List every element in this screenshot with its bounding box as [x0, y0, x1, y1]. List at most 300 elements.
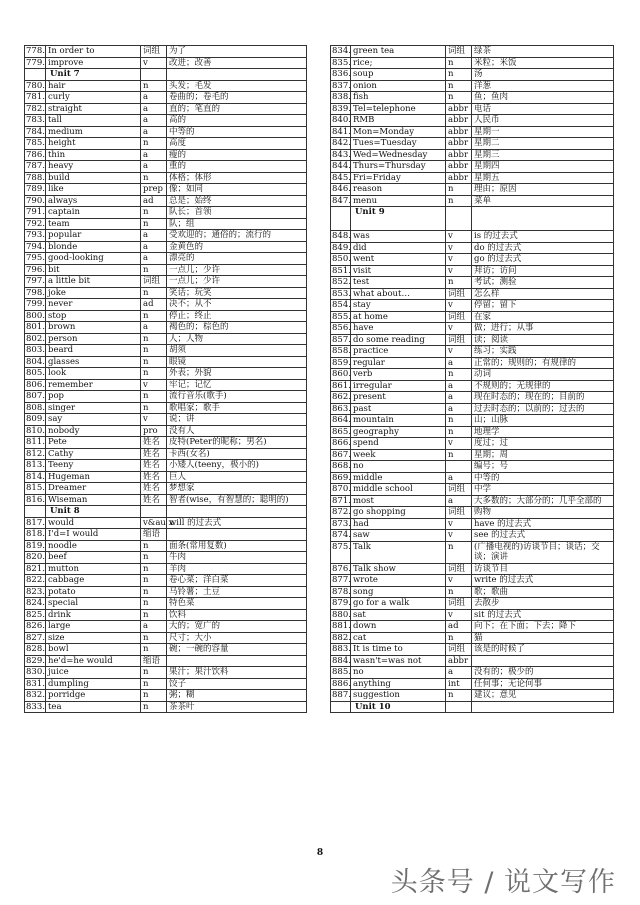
entry-part-of-speech: pro [141, 425, 167, 437]
entry-number: 822. [26, 575, 45, 585]
entry-meaning: 队长；首领 [167, 207, 307, 219]
vocab-table-right [330, 45, 614, 713]
entry-number: 780. [26, 80, 45, 91]
vocab-row [331, 161, 614, 173]
entry-number: 839. [332, 103, 351, 114]
entry-meaning: 卷曲的；卷毛的 [167, 92, 307, 104]
entry-part-of-speech: abbr [446, 149, 472, 161]
entry-meaning: 卷心菜；洋白菜 [167, 575, 307, 587]
entry-meaning: 过去时态的；以前的；过去的 [472, 403, 614, 415]
entry-part-of-speech: v [446, 518, 472, 530]
unit-header-row [25, 69, 307, 81]
entry-meaning: 度过；过 [472, 438, 614, 450]
vocab-row [331, 563, 614, 575]
entry-meaning: 现在时态的；现在的；目前的 [472, 392, 614, 404]
vocab-row [331, 57, 614, 69]
entry-part-of-speech: v [446, 242, 472, 254]
entry-word: heavy [46, 161, 141, 173]
entry-meaning: 小矮人(teeny，极小的) [167, 460, 307, 472]
entry-meaning: 笑话；玩笑 [167, 287, 307, 299]
entry-meaning: 星期二 [472, 138, 614, 150]
entry-number: 789. [26, 184, 45, 194]
entry-number: 820. [26, 552, 45, 562]
entry-part-of-speech: a [141, 92, 167, 104]
entry-number: 813. [26, 460, 45, 470]
vocab-row [331, 254, 614, 266]
entry-number: 855. [332, 311, 351, 322]
entry-number: 827. [26, 632, 45, 643]
vocab-row [331, 242, 614, 254]
entry-meaning: 饮料 [167, 609, 307, 621]
vocab-row [331, 667, 614, 679]
entry-meaning: 星期三 [472, 149, 614, 161]
entry-number: 880. [332, 609, 351, 620]
entry-meaning: see 的过去式 [472, 530, 614, 542]
entry-word: Teeny [46, 460, 141, 472]
entry-word: I'd=I would [46, 529, 141, 541]
entry-part-of-speech: a [141, 126, 167, 138]
entry-number: 804. [26, 356, 45, 367]
vocab-row [331, 69, 614, 81]
entry-part-of-speech: a [446, 472, 472, 484]
vocab-row [25, 701, 307, 713]
entry-word: tea [46, 701, 141, 713]
entry-number: 856. [332, 323, 351, 333]
vocab-row [25, 494, 307, 506]
vocab-row [25, 172, 307, 184]
vocab-row [331, 655, 614, 667]
entry-part-of-speech: 词组 [446, 311, 472, 323]
entry-word: regular [351, 357, 446, 369]
entry-meaning: 该是的时候了 [472, 644, 614, 656]
entry-part-of-speech: abbr [446, 172, 472, 184]
entry-number: 797. [26, 276, 45, 286]
entry-meaning: 中等的 [167, 126, 307, 138]
entry-word: build [46, 172, 141, 184]
vocab-row [25, 46, 307, 58]
entry-word: like [46, 184, 141, 196]
entry-part-of-speech: int [446, 678, 472, 690]
entry-meaning: 一点儿；少许 [167, 264, 307, 276]
entry-number: 783. [26, 115, 45, 125]
entry-number: 862. [332, 392, 351, 402]
entry-word: had [351, 518, 446, 530]
entry-meaning: 歌唱家；歌手 [167, 402, 307, 414]
entry-word: practice [351, 346, 446, 358]
entry-number: 834. [332, 46, 351, 56]
entry-meaning: sit 的过去式 [472, 609, 614, 621]
entry-word: Talk show [351, 563, 446, 575]
entry-number: 785. [26, 138, 45, 148]
entry-number: 838. [332, 92, 351, 102]
entry-word: juice [46, 667, 141, 679]
vocab-row [25, 621, 307, 633]
entry-part-of-speech: 词组 [446, 288, 472, 300]
entry-number: 790. [26, 195, 45, 206]
entry-meaning: 梦想家 [167, 483, 307, 495]
vocab-row [25, 586, 307, 598]
entry-part-of-speech: n [141, 552, 167, 564]
entry-part-of-speech: n [141, 138, 167, 150]
entry-number: 796. [26, 264, 45, 275]
entry-word: RMB [351, 115, 446, 127]
entry-meaning: 流行音乐(歌手) [167, 391, 307, 403]
entry-word: soup [351, 69, 446, 81]
entry-word: bit [46, 264, 141, 276]
entry-word: most [351, 495, 446, 507]
entry-meaning: 皮特(Peter的昵称；男名) [167, 437, 307, 449]
entry-meaning: 卡西(女名) [167, 448, 307, 460]
entry-word: wasn't=was not [351, 655, 446, 667]
entry-part-of-speech: n [446, 277, 472, 289]
entry-part-of-speech: 姓名 [141, 471, 167, 483]
vocab-row [25, 287, 307, 299]
entry-part-of-speech: a [141, 149, 167, 161]
unit-label: Unit 9 [351, 207, 446, 231]
entry-number: 853. [332, 288, 351, 299]
vocab-row [25, 195, 307, 207]
entry-meaning: 做；进行；从事 [472, 323, 614, 335]
entry-number: 833. [26, 701, 45, 712]
entry-word: Wiseman [46, 494, 141, 506]
entry-word: stop [46, 310, 141, 322]
entry-number: 823. [26, 586, 45, 597]
vocab-row [25, 678, 307, 690]
entry-number: 818. [26, 529, 45, 539]
entry-part-of-speech: prep [141, 184, 167, 196]
entry-word: cat [351, 632, 446, 644]
entry-number: 786. [26, 149, 45, 160]
entry-number: 778. [26, 46, 45, 56]
entry-word: Talk [351, 541, 446, 563]
entry-number: 848. [332, 231, 351, 241]
entry-word: singer [46, 402, 141, 414]
vocab-row [331, 678, 614, 690]
entry-meaning: 大的；宽广的 [167, 621, 307, 633]
vocab-row [331, 621, 614, 633]
entry-word: always [46, 195, 141, 207]
entry-number: 868. [332, 461, 351, 471]
entry-meaning [472, 655, 614, 667]
entry-part-of-speech: v [446, 254, 472, 266]
vocab-row [331, 472, 614, 484]
vocab-row [25, 609, 307, 621]
entry-number: 836. [332, 69, 351, 79]
vocab-row [331, 172, 614, 184]
entry-meaning: 不规则的；无规律的 [472, 380, 614, 392]
entry-part-of-speech: n [141, 391, 167, 403]
entry-meaning: 果汁；果汁饮料 [167, 667, 307, 679]
vocab-row [331, 334, 614, 346]
entry-meaning: 建议；意见 [472, 690, 614, 702]
vocab-row [331, 461, 614, 473]
entry-part-of-speech: n [446, 632, 472, 644]
entry-word: menu [351, 195, 446, 207]
vocab-row [25, 368, 307, 380]
entry-part-of-speech: 词组 [446, 644, 472, 656]
vocab-row [331, 644, 614, 656]
entry-meaning: 尺寸；大小 [167, 632, 307, 644]
entry-number: 876. [332, 563, 351, 574]
vocab-row [331, 346, 614, 358]
vocab-row [331, 323, 614, 335]
vocab-row [331, 632, 614, 644]
entry-word: verb [351, 369, 446, 381]
entry-meaning: 中学 [472, 484, 614, 496]
entry-number: 816. [26, 494, 45, 505]
entry-part-of-speech: 缩语 [141, 655, 167, 667]
entry-number: 809. [26, 414, 45, 424]
entry-number: 821. [26, 563, 45, 574]
entry-number: 850. [332, 254, 351, 264]
entry-word: person [46, 333, 141, 345]
entry-number: 843. [332, 149, 351, 160]
vocab-row [25, 80, 307, 92]
entry-word: It is time to [351, 644, 446, 656]
entry-number: 870. [332, 484, 351, 494]
unit-label: Unit 8 [46, 506, 141, 518]
entry-meaning: 队；组 [167, 218, 307, 230]
entry-number: 812. [26, 448, 45, 459]
entry-meaning: 猫 [472, 632, 614, 644]
entry-meaning: 眼镜 [167, 356, 307, 368]
entry-part-of-speech: n [446, 426, 472, 438]
entry-word: straight [46, 103, 141, 115]
entry-meaning: 胡须 [167, 345, 307, 357]
vocab-row [331, 300, 614, 312]
vocab-row [331, 392, 614, 404]
entry-word: popular [46, 230, 141, 242]
entry-number: 837. [332, 80, 351, 91]
entry-meaning: 访谈节目 [472, 563, 614, 575]
entry-word: geography [351, 426, 446, 438]
unit-pos-cell [446, 701, 472, 713]
vocab-row [331, 195, 614, 207]
entry-meaning: 巨人 [167, 471, 307, 483]
entry-part-of-speech: n [446, 195, 472, 207]
entry-word: captain [46, 207, 141, 219]
vocab-row [25, 632, 307, 644]
entry-meaning: 人民币 [472, 115, 614, 127]
entry-meaning: 理由；原因 [472, 184, 614, 196]
page-number: 8 [316, 848, 324, 858]
entry-part-of-speech: abbr [446, 138, 472, 150]
entry-meaning: 星期五 [472, 172, 614, 184]
unit-label: Unit 10 [351, 701, 446, 713]
entry-meaning: 动词 [472, 369, 614, 381]
entry-word: Pete [46, 437, 141, 449]
entry-part-of-speech: n [446, 57, 472, 69]
entry-number: 799. [26, 299, 45, 309]
entry-meaning [167, 529, 307, 541]
entry-part-of-speech: a [141, 115, 167, 127]
vocab-row [331, 184, 614, 196]
entry-word: potato [46, 586, 141, 598]
vocab-row [25, 230, 307, 242]
entry-meaning: 任何事；无论何事 [472, 678, 614, 690]
entry-meaning: 练习；实践 [472, 346, 614, 358]
vocab-row [25, 552, 307, 564]
entry-part-of-speech: n [141, 598, 167, 610]
entry-meaning: 没有人 [167, 425, 307, 437]
entry-meaning: 体格；体形 [167, 172, 307, 184]
entry-meaning: 面条(常用复数) [167, 540, 307, 552]
entry-meaning: 说；讲 [167, 414, 307, 426]
entry-word: mountain [351, 415, 446, 427]
entry-word: blonde [46, 241, 141, 253]
entry-number: 857. [332, 334, 351, 345]
entry-word: irregular [351, 380, 446, 392]
vocab-row [25, 264, 307, 276]
vocab-row [25, 655, 307, 667]
entry-number: 787. [26, 161, 45, 171]
unit-meaning-cell [472, 701, 614, 713]
entry-number: 826. [26, 621, 45, 631]
entry-part-of-speech: 姓名 [141, 437, 167, 449]
vocab-row [25, 575, 307, 587]
vocab-row [331, 449, 614, 461]
entry-number: 873. [332, 518, 351, 529]
entry-number: 792. [26, 218, 45, 229]
entry-part-of-speech: n [141, 333, 167, 345]
vocab-row [25, 161, 307, 173]
entry-part-of-speech: 姓名 [141, 448, 167, 460]
entry-part-of-speech: 词组 [446, 484, 472, 496]
entry-word: never [46, 299, 141, 311]
vocab-row [331, 288, 614, 300]
vocab-row [331, 518, 614, 530]
vocab-row [25, 218, 307, 230]
entry-word: green tea [351, 46, 446, 58]
entry-word: middle school [351, 484, 446, 496]
entry-part-of-speech: n [141, 264, 167, 276]
entry-meaning: 中等的 [472, 472, 614, 484]
entry-part-of-speech: n [446, 92, 472, 104]
entry-part-of-speech: a [141, 241, 167, 253]
entry-meaning: 碗；一碗的容量 [167, 644, 307, 656]
entry-meaning: 大多数的；大部分的；几乎全部的 [472, 495, 614, 507]
vocab-row [25, 276, 307, 288]
entry-part-of-speech: n [141, 563, 167, 575]
vocab-row [331, 138, 614, 150]
entry-meaning: 直的；笔直的 [167, 103, 307, 115]
entry-word: height [46, 138, 141, 150]
vocab-row [331, 265, 614, 277]
entry-part-of-speech: a [446, 495, 472, 507]
entry-number: 861. [332, 380, 351, 391]
entry-meaning: 编号；号 [472, 461, 614, 473]
entry-number: 883. [332, 644, 351, 654]
vocab-row [25, 471, 307, 483]
entry-word: went [351, 254, 446, 266]
entry-number: 847. [332, 195, 351, 206]
entry-number: 784. [26, 126, 45, 137]
vocab-row [25, 345, 307, 357]
entry-word: cabbage [46, 575, 141, 587]
entry-part-of-speech [446, 461, 472, 473]
unit-meaning-cell [167, 69, 307, 81]
entry-meaning: 歌；歌曲 [472, 586, 614, 598]
vocab-row [331, 311, 614, 323]
entry-part-of-speech: 姓名 [141, 483, 167, 495]
entry-number: 864. [332, 415, 351, 425]
entry-number: 859. [332, 357, 351, 368]
entry-word: middle [351, 472, 446, 484]
entry-word: curly [46, 92, 141, 104]
entry-part-of-speech: abbr [446, 161, 472, 173]
entry-meaning: 没有的；极少的 [472, 667, 614, 679]
vocab-row [331, 586, 614, 598]
entry-number: 830. [26, 667, 45, 677]
vocab-row [331, 92, 614, 104]
entry-meaning: 饺子 [167, 678, 307, 690]
vocab-row [331, 415, 614, 427]
entry-word: Hugeman [46, 471, 141, 483]
entry-part-of-speech: n [141, 287, 167, 299]
entry-word: sat [351, 609, 446, 621]
entry-part-of-speech: abbr [446, 655, 472, 667]
entry-meaning: 像；如同 [167, 184, 307, 196]
vocab-row [25, 667, 307, 679]
vocab-table-left [24, 45, 307, 713]
entry-number: 815. [26, 483, 45, 493]
entry-word: what about… [351, 288, 446, 300]
vocab-row [331, 530, 614, 542]
entry-part-of-speech: 词组 [446, 46, 472, 58]
vocab-row [25, 529, 307, 541]
entry-number: 800. [26, 310, 45, 321]
entry-word: beard [46, 345, 141, 357]
entry-part-of-speech: a [141, 103, 167, 115]
entry-meaning: 拜访；访问 [472, 265, 614, 277]
entry-part-of-speech: n [141, 356, 167, 368]
entry-meaning: 读；阅读 [472, 334, 614, 346]
vocab-row [25, 379, 307, 391]
entry-word: team [46, 218, 141, 230]
entry-part-of-speech: a [141, 621, 167, 633]
unit-pos-cell [446, 207, 472, 231]
entry-meaning: 向下；在下面；下去；降下 [472, 621, 614, 633]
entry-meaning: 地理学 [472, 426, 614, 438]
entry-meaning: 决不；从不 [167, 299, 307, 311]
vocab-row [25, 241, 307, 253]
entry-meaning: will 的过去式 [167, 517, 307, 529]
entry-part-of-speech: n [141, 310, 167, 322]
entry-part-of-speech: a [446, 667, 472, 679]
entry-meaning: 考试；测验 [472, 277, 614, 289]
entry-number: 887. [332, 690, 351, 700]
entry-word: mutton [46, 563, 141, 575]
entry-meaning: 金黄色的 [167, 241, 307, 253]
entry-number: 841. [332, 126, 351, 137]
entry-meaning: 停留；留下 [472, 300, 614, 312]
entry-part-of-speech: n [141, 402, 167, 414]
vocab-row [25, 207, 307, 219]
unit-num-cell [331, 207, 351, 231]
entry-meaning: 牛肉 [167, 552, 307, 564]
entry-part-of-speech: 姓名 [141, 494, 167, 506]
entry-word: glasses [46, 356, 141, 368]
entry-meaning: 星期四 [472, 161, 614, 173]
vocab-row [25, 356, 307, 368]
entry-part-of-speech: n [141, 678, 167, 690]
entry-meaning: 正常的；规则的；有规律的 [472, 357, 614, 369]
entry-word: good-looking [46, 253, 141, 265]
entry-word: brown [46, 322, 141, 334]
entry-part-of-speech: n [141, 218, 167, 230]
entry-word: tall [46, 115, 141, 127]
entry-word: did [351, 242, 446, 254]
